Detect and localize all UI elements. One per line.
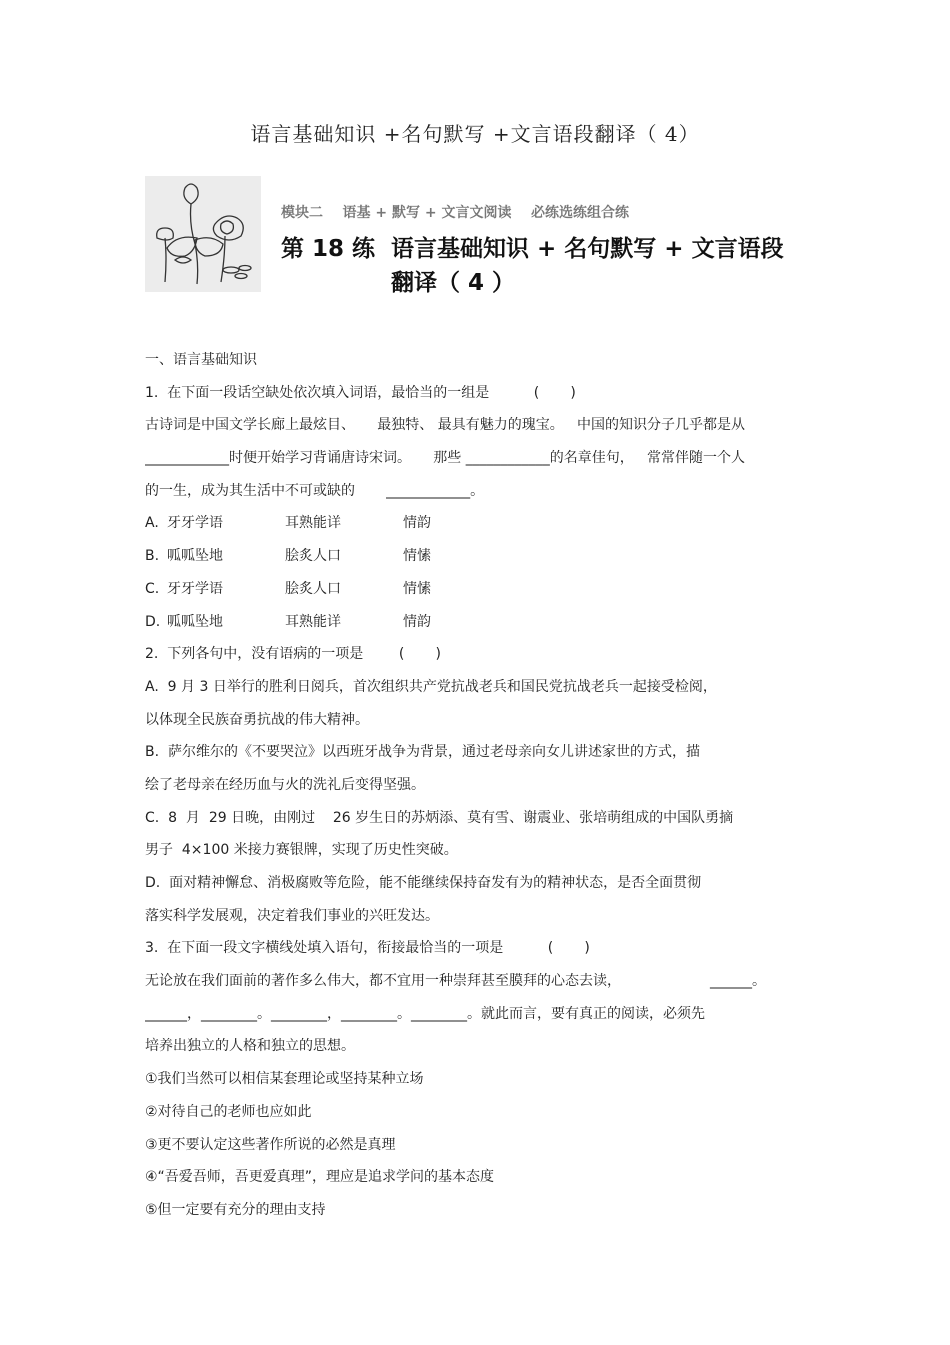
question-3-item: ③更不要认定这些著作所说的必然是真理	[145, 1136, 396, 1153]
question-2-stem: 2. 下列各句中，没有语病的一项是 ( )	[145, 646, 441, 663]
question-3-item: ④“吾爱吾师，吾更爱真理”，理应是追求学问的基本态度	[145, 1169, 495, 1186]
question-1-option-a	[145, 507, 805, 540]
question-3-item: ⑤但一定要有充分的理由支持	[145, 1201, 326, 1218]
question-3-passage-line: 培养出独立的人格和独立的思想。	[145, 1038, 355, 1055]
option-word: 情愫	[403, 580, 431, 597]
question-1-stem: 1. 在下面一段话空缺处依次填入词语，最恰当的一组是 ( )	[145, 384, 576, 401]
question-2-option-d: D. 面对精神懈怠、消极腐败等危险，能不能继续保持奋发有为的精神状态，是否全面贯彻	[145, 875, 702, 891]
question-2-option-a-cont: 以体现全民族奋勇抗战的伟大精神。	[145, 711, 369, 728]
lesson-number: 第 18 练	[281, 236, 376, 262]
lesson-title-line-1: 语言基础知识 + 名句默写 + 文言语段	[391, 236, 784, 262]
question-3-passage-line: 无论放在我们面前的著作多么伟大，都不宜用一种崇拜甚至膜拜的心态去读， ______。	[145, 973, 767, 990]
section-heading: 一、语言基础知识	[145, 352, 257, 368]
option-letter: B.	[145, 548, 160, 565]
module-subtitle: 模块二 语基 + 默写 + 文言文阅读 必练选练组合练	[281, 205, 629, 221]
question-2-option-b: B. 萨尔维尔的《不要哭泣》以西班牙战争为背景，通过老母亲向女儿讲述家世的方式，描	[145, 744, 700, 761]
option-letter: D.	[145, 613, 161, 630]
question-2-option-b-cont: 绘了老母亲在经历血与火的洗礼后变得坚强。	[145, 776, 425, 793]
lotus-illustration	[145, 176, 261, 292]
question-3-item: ②对待自己的老师也应如此	[145, 1103, 312, 1120]
option-word: 牙牙学语	[167, 580, 223, 597]
lesson-title-line-2: 翻译（ 4 ）	[391, 270, 516, 296]
question-2-option-d-cont: 落实科学发展观，决定着我们事业的兴旺发达。	[145, 907, 439, 924]
question-1-option-b	[145, 540, 805, 573]
lesson-title	[281, 232, 801, 300]
question-1-passage-line: ____________时便开始学习背诵唐诗宋词。 那些 ____________的名章佳句， 常常伴随一个人	[145, 450, 746, 467]
question-2-option-c: C. 8 月 29 日晚，由刚过 26 岁生日的苏炳添、莫有雪、谢震业、张培萌组成的中国队勇摘	[145, 809, 734, 826]
question-2-option-a: A. 9 月 3 日举行的胜利日阅兵，首次组织共产党抗战老兵和国民党抗战老兵一起接受检阅，	[145, 678, 717, 695]
question-3-stem: 3. 在下面一段文字横线处填入语句，衔接最恰当的一项是 ( )	[145, 940, 590, 957]
question-1-passage-line: 古诗词是中国文学长廊上最炫目、 最独特、 最具有魅力的瑰宝。 中国的知识分子几乎都是从	[145, 417, 746, 434]
question-3-item: ①我们当然可以相信某套理论或坚持某种立场	[145, 1071, 424, 1088]
option-word: 呱呱坠地	[167, 548, 223, 565]
option-word: 情韵	[403, 613, 431, 630]
option-word: 呱呱坠地	[167, 613, 223, 630]
option-letter: A.	[145, 515, 159, 532]
option-word: 情愫	[403, 548, 431, 565]
option-word: 脍炙人口	[285, 548, 341, 565]
question-1-option-d	[145, 606, 805, 639]
option-word: 牙牙学语	[167, 515, 223, 532]
lesson-banner	[145, 176, 805, 294]
option-letter: C.	[145, 580, 160, 597]
question-1-passage-line: 的一生，成为其生活中不可或缺的 ____________。	[145, 482, 485, 499]
question-2-option-c-cont: 男子 4×100 米接力赛银牌，实现了历史性突破。	[145, 842, 458, 859]
question-3-passage-line: ______，________。________，________。________。就此而言，要有真正的阅读，必须先	[145, 1005, 705, 1022]
page-title: 语言基础知识 +名句默写 +文言语段翻译（ 4）	[250, 122, 700, 146]
option-word: 耳熟能详	[285, 613, 341, 630]
option-word: 耳熟能详	[285, 515, 341, 532]
option-word: 脍炙人口	[285, 580, 341, 597]
document-body	[145, 344, 805, 1227]
option-word: 情韵	[403, 515, 431, 532]
question-1-option-c	[145, 573, 805, 606]
